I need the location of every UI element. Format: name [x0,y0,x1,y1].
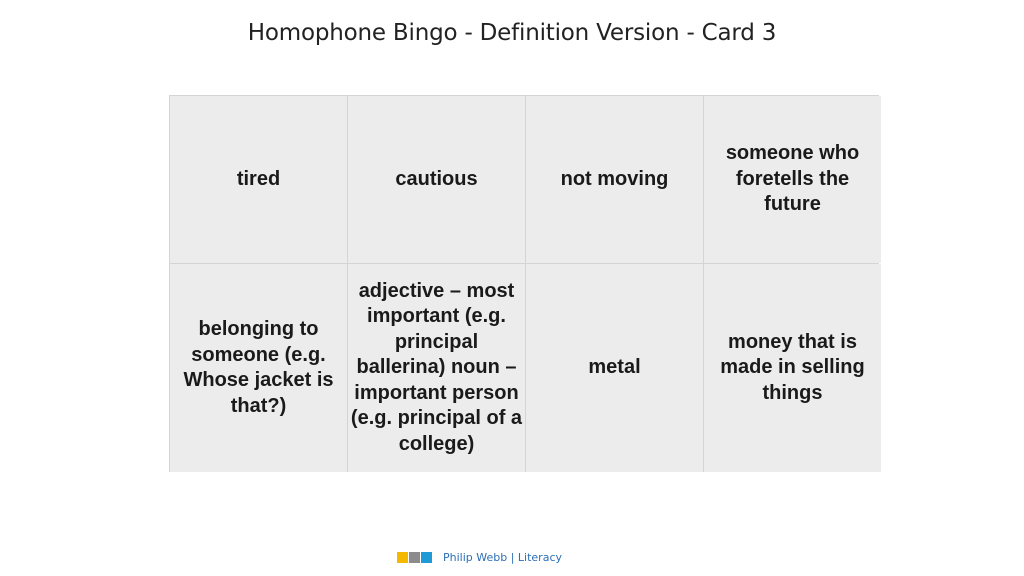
bingo-card-grid [169,95,879,472]
bingo-cell: metal [526,264,703,472]
logo-square-blue [421,552,432,563]
bingo-cell: not moving [526,96,703,263]
bingo-cell: someone who foretells the future [704,96,881,263]
logo-icon [397,552,432,563]
footer [397,550,562,564]
page-title: Homophone Bingo - Definition Version - Card 3 [247,20,777,46]
logo-square-yellow [397,552,408,563]
bingo-cell: belonging to someone (e.g. Whose jacket is that?) [170,264,347,472]
bingo-cell: money that is made in selling things [704,264,881,472]
bingo-cell: cautious [348,96,525,263]
bingo-cell: adjective – most important (e.g. principal ballerina) noun – important person (e.g. principal of a college) [348,264,525,472]
bingo-cell: tired [170,96,347,263]
logo-square-grey [409,552,420,563]
footer-text: Philip Webb | Literacy [443,550,563,564]
